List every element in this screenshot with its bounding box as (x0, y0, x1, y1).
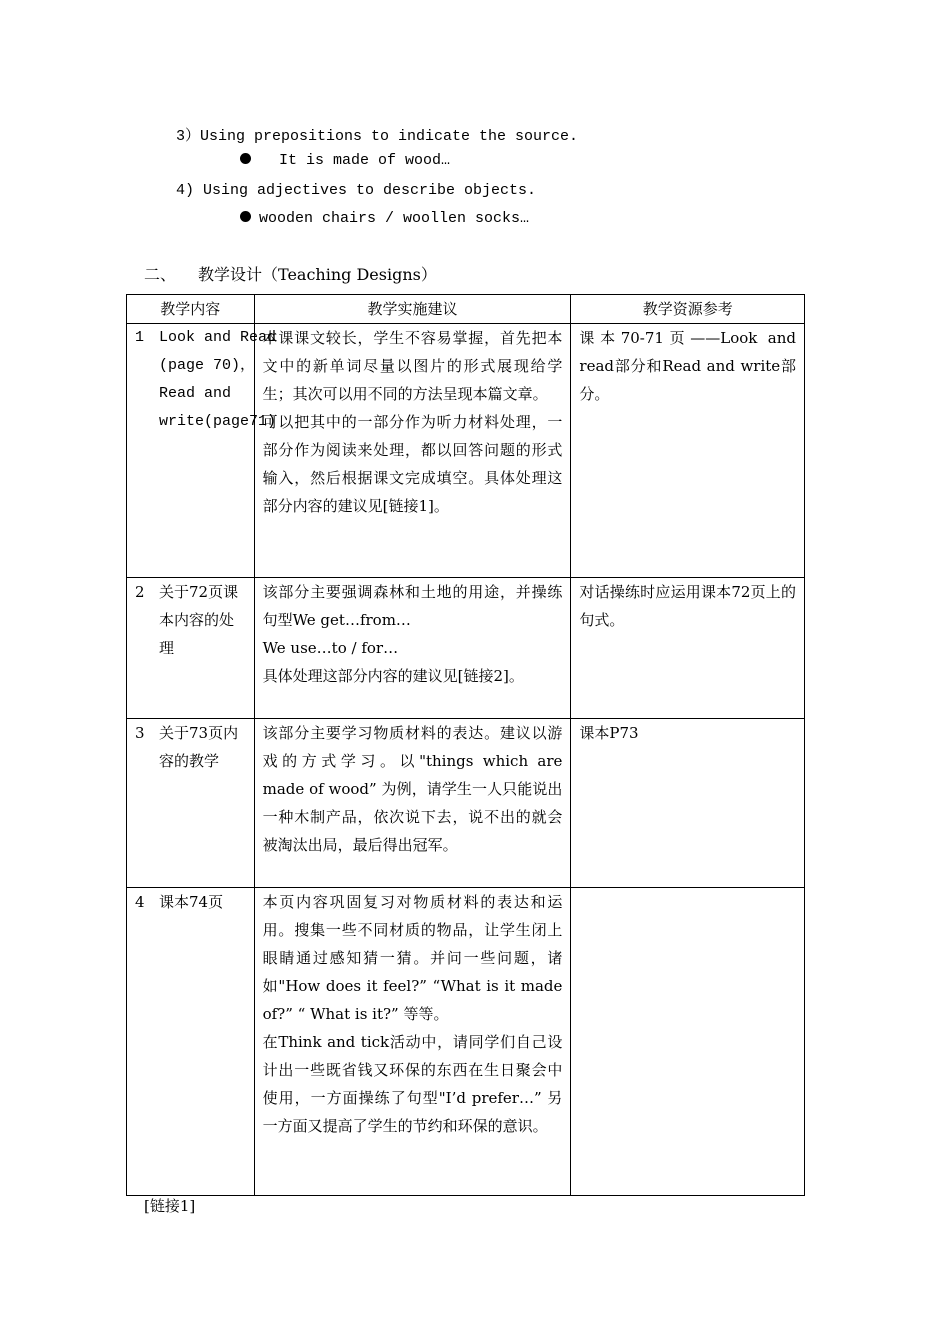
table-row (127, 719, 805, 888)
resource-cell (571, 578, 805, 719)
row-number: 2 (135, 583, 145, 601)
bullet-item-4 (240, 210, 529, 227)
item-4-text: 4) Using adjectives to describe objects. (176, 182, 537, 199)
teaching-design-table (126, 294, 805, 1196)
bullet-text: wooden chairs / woollen socks… (259, 210, 530, 227)
suggestion-paragraph: 本页内容巩固复习对物质材料的表达和运用。搜集一些不同材质的物品，让学生闭上眼睛通过感知猜一猜。并问一些问题，诸如"How does it feel?” “What is it made of?” “ What is it?” 等等。 (262, 893, 563, 1023)
row-content: 关于73页内容的教学 (159, 724, 239, 770)
table-row (127, 324, 805, 578)
resource-text: 对话操练时应运用课本72页上的句式。 (579, 583, 796, 629)
table-row (127, 888, 805, 1196)
row-number: 3 (135, 724, 145, 742)
section-number: 二、 (144, 265, 177, 284)
row-content: 课本74页 (159, 893, 224, 911)
resource-text: 课本P73 (579, 724, 639, 742)
bullet-text: It is made of wood… (279, 152, 451, 169)
suggestion-paragraph: 该部分主要强调森林和土地的用途，并操练句型We get…from… (262, 583, 563, 629)
suggestion-cell (254, 719, 571, 888)
suggestion-paragraph: 该部分主要学习物质材料的表达。建议以游戏的方式学习。以"things which are made of wood” 为例，请学生一人只能说出一种木制产品，依次说下去，说不出的就会被淘汰出局，最后得出冠军。 (262, 724, 563, 854)
item-3-text: 3）Using prepositions to indicate the source. (176, 128, 579, 145)
suggestion-paragraph: 可以把其中的一部分作为听力材料处理，一部分作为阅读来处理，都以回答问题的形式输入，然后根据课文完成填空。具体处理这部分内容的建议见[链接1]。 (262, 413, 563, 515)
bullet-item-3 (240, 152, 450, 169)
content-cell (127, 578, 255, 719)
resource-text: 课本70-71页——Look and read部分和Read and write部分。 (579, 329, 796, 403)
suggestion-paragraph: 本课课文较长，学生不容易掌握，首先把本文中的新单词尽量以图片的形式展现给学生；其次可以用不同的方法呈现本篇文章。 (262, 329, 563, 403)
header-content: 教学内容 (127, 295, 255, 324)
section-heading (144, 262, 437, 285)
row-number: 1 (135, 329, 145, 346)
suggestion-paragraph: We use…to / for… (262, 639, 399, 657)
suggestion-cell (254, 578, 571, 719)
bullet-icon (240, 153, 251, 164)
resource-cell (571, 719, 805, 888)
row-content: 关于72页课本内容的处理 (159, 583, 239, 657)
row-number: 4 (135, 893, 145, 911)
link-reference: [链接1] (144, 1197, 196, 1215)
suggestion-paragraph: 具体处理这部分内容的建议见[链接2]。 (262, 667, 524, 685)
content-cell (127, 324, 277, 578)
table-row (127, 578, 805, 719)
row-content: Look and Read (page 70)，Read and write(page71) (159, 329, 277, 430)
resource-cell (571, 324, 805, 578)
suggestion-cell (254, 324, 571, 578)
resource-cell (571, 888, 805, 1196)
table-header-row (127, 295, 805, 324)
content-cell (127, 888, 255, 1196)
suggestion-paragraph: 在Think and tick活动中，请同学们自己设计出一些既省钱又环保的东西在生日聚会中使用，一方面操练了句型"I’d prefer…” 另一方面又提高了学生的节约和环保的意识。 (262, 1033, 563, 1135)
content-cell (127, 719, 255, 888)
suggestion-cell (254, 888, 571, 1196)
bullet-icon (240, 211, 251, 222)
header-resource: 教学资源参考 (571, 295, 805, 324)
header-suggestion: 教学实施建议 (254, 295, 571, 324)
section-title: 教学设计（Teaching Designs） (198, 265, 437, 284)
